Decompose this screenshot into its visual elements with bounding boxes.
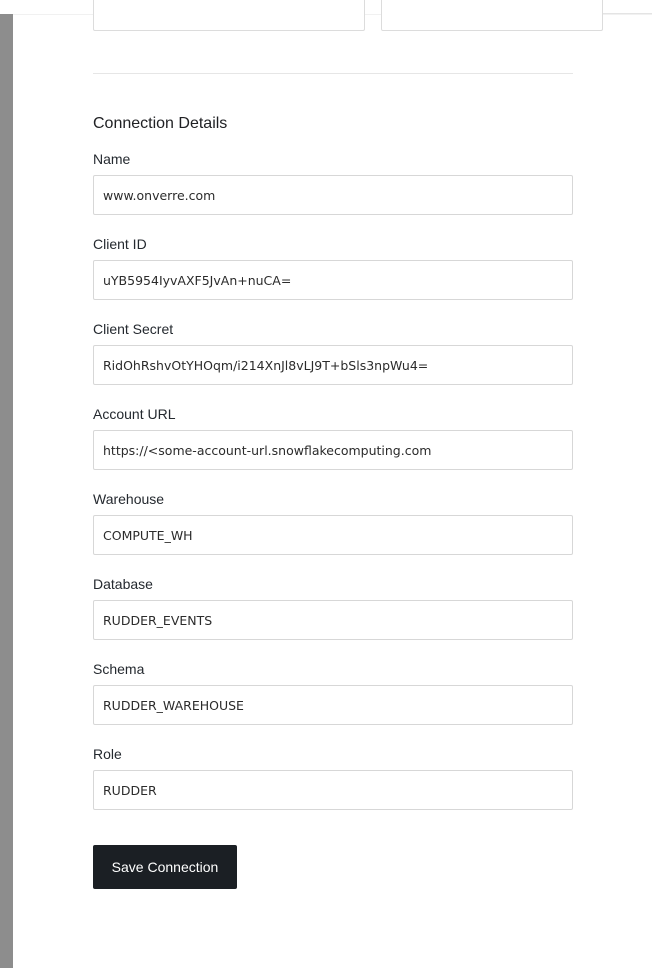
field-role [93, 745, 573, 810]
field-account-url [93, 405, 573, 470]
warehouse-input[interactable] [93, 515, 573, 555]
client-secret-input[interactable] [93, 345, 573, 385]
account-url-input[interactable] [93, 430, 573, 470]
database-input[interactable] [93, 600, 573, 640]
schema-label: Schema [93, 661, 145, 677]
schema-input[interactable] [93, 685, 573, 725]
field-client-secret [93, 320, 573, 385]
field-database [93, 575, 573, 640]
previous-input-field[interactable] [381, 0, 603, 31]
role-input[interactable] [93, 770, 573, 810]
client-id-input[interactable] [93, 260, 573, 300]
client-id-label: Client ID [93, 236, 147, 252]
role-label: Role [93, 746, 122, 762]
warehouse-label: Warehouse [93, 491, 165, 507]
connection-details-form [93, 112, 573, 875]
field-warehouse [93, 490, 573, 555]
field-schema [93, 660, 573, 725]
field-name [93, 150, 573, 215]
account-url-label: Account URL [93, 406, 176, 422]
previous-section-fields [93, 0, 602, 32]
save-connection-button[interactable]: Save Connection [93, 845, 237, 889]
field-client-id [93, 235, 573, 300]
section-title: Connection Details [93, 115, 228, 132]
section-divider [93, 73, 573, 74]
previous-input-field[interactable] [93, 0, 365, 31]
database-label: Database [93, 576, 153, 592]
name-label: Name [93, 151, 131, 167]
client-secret-label: Client Secret [93, 321, 174, 337]
left-sidebar-rail [0, 14, 13, 968]
name-input[interactable] [93, 175, 573, 215]
